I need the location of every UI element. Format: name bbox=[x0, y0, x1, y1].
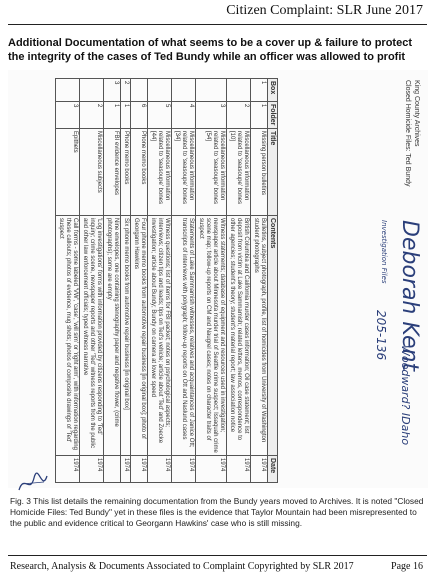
cell-date: 1974 bbox=[148, 456, 172, 483]
cell-box bbox=[148, 79, 172, 102]
cell-contents: Witness statements; database of equipment and resources used in investigation; newspaper article about Minnesota murder trial of Seattle crime suspect; Issaquah crime scene map; follow-up reports on CM and Naugrel cases; notes on character traits of suspect bbox=[196, 216, 227, 456]
cell-date: 1974 bbox=[251, 456, 268, 483]
cell-title: Miscellaneous information related to 'seasoupe' bones [54] bbox=[196, 129, 227, 216]
cell-contents: British Columbia and California murder cases information; Oil case statement; list deposit from victim at Lake Sammamish; related letters, memos, correspondence to other agencies; student's theory; student's material report; law association notice bbox=[227, 216, 251, 456]
figure-caption: Fig. 3 This list details the remaining documentation from the Bundy years moved to Archives. It is noted "Closed Homicide Files: Ted Bundy" yet in these files is the evidence that Taylor Mountain had been misrepresented to the public and evidence critical to Georgann Hawkins' case who is still missing. bbox=[10, 496, 424, 528]
cell-title: FBI evidence envelopes bbox=[104, 129, 121, 216]
page-header bbox=[0, 0, 435, 22]
rotated-archive-list bbox=[8, 70, 428, 488]
cell-date: 1974 bbox=[80, 456, 104, 483]
cell-date: 1974 bbox=[227, 456, 251, 483]
table-row bbox=[227, 79, 251, 483]
cell-contents: Nine envelopes, one containing stenography paper and negative flower, (crime photographs); some are empty bbox=[104, 216, 121, 456]
footer-left: Research, Analysis & Documents Associated to Complaint Copyrighted by SLR 2017 bbox=[10, 561, 354, 572]
cell-box: 2 bbox=[121, 79, 131, 102]
cell-box bbox=[196, 79, 227, 102]
cell-folder: 5 bbox=[148, 102, 172, 129]
scanned-document bbox=[8, 70, 428, 488]
cell-box bbox=[80, 79, 104, 102]
handwritten-note-2: Woodward? IDaho bbox=[399, 345, 412, 446]
cell-date: 1974 bbox=[121, 456, 131, 483]
cell-box: 3 bbox=[104, 79, 121, 102]
cell-date: 1974 bbox=[56, 456, 80, 483]
cell-title: Miscellaneous information related to 'seasoupe' bones [10] bbox=[227, 129, 251, 216]
cell-title: Epithets bbox=[56, 129, 80, 216]
page-header-title: Citizen Complaint: SLR June 2017 bbox=[226, 3, 423, 18]
handwritten-code: 205-136 bbox=[374, 310, 388, 361]
cell-box bbox=[227, 79, 251, 102]
cell-box bbox=[56, 79, 80, 102]
cell-date: 1974 bbox=[131, 456, 148, 483]
agency-line-1: King County Archives bbox=[413, 80, 420, 147]
col-contents: Contents bbox=[268, 216, 278, 456]
table-row bbox=[148, 79, 172, 483]
cell-box bbox=[131, 79, 148, 102]
cell-contents: Four phone memo books from automotive repair business [in original box]; photo of Georgann Hawkins bbox=[131, 216, 148, 456]
col-box: Box bbox=[268, 79, 278, 102]
cell-contents: Six phone memo books from automotive repair business [in original box] bbox=[121, 216, 131, 456]
cell-folder: 4 bbox=[172, 102, 196, 129]
cell-title: Miscellaneous information related to 'seasoupe' bones [34] bbox=[172, 129, 196, 216]
table-row bbox=[196, 79, 227, 483]
cell-title: Missing person bulletins bbox=[251, 129, 268, 216]
table-row bbox=[104, 79, 121, 483]
cell-folder: 2 bbox=[80, 102, 104, 129]
handwritten-note-1: Investigation Files bbox=[380, 220, 388, 284]
cell-date: 1974 bbox=[172, 456, 196, 483]
cell-box bbox=[172, 79, 196, 102]
cell-folder: 2 bbox=[227, 102, 251, 129]
cell-folder: 3 bbox=[56, 102, 80, 129]
cell-title: Phone memo books bbox=[131, 129, 148, 216]
table-row bbox=[80, 79, 104, 483]
cell-folder: 3 bbox=[196, 102, 227, 129]
cell-date bbox=[104, 456, 121, 483]
cell-title: Miscellaneous subjects bbox=[80, 129, 104, 216]
cell-contents: Call forms - some labeled 'VW', 'case', 'will sim' or 'right arm', with information regarding these callouts; photos of evidence, mug shots; photos of composite drawings of 'Ted' suspect bbox=[56, 216, 80, 456]
cell-contents: Bulletins, subject photograph, profile, list of homicides from University of Washington student photographs bbox=[251, 216, 268, 456]
cell-folder: 1 bbox=[251, 102, 268, 129]
cell-contents: Statements of Lake Sammamish witnesses, relatives and acquaintances of Janice Ott; transcripts of interviews with polygraph; follow-up reports on Ott and Naslund cases bbox=[172, 216, 196, 456]
col-folder: Folder bbox=[268, 102, 278, 129]
cell-date: 1974 bbox=[196, 456, 227, 483]
agency-line-2: Closed Homicide Files: Ted Bundy bbox=[404, 80, 411, 187]
header-rule bbox=[8, 24, 427, 25]
cell-contents: 'Log investigations' forms with information provided by citizens responding to 'Ted' inquiry; crime scene, newspaper reports and other 'Ted' witness reports from the public and other law enforcement officials; typed witness narrative bbox=[80, 216, 104, 456]
table-row bbox=[251, 79, 268, 483]
cell-folder: 1 bbox=[104, 102, 121, 129]
col-date: Date bbox=[268, 456, 278, 483]
handwritten-name: Deborah Kent bbox=[397, 220, 422, 372]
table-header-row bbox=[268, 79, 278, 483]
archive-table bbox=[55, 78, 278, 483]
headline: Additional Documentation of what seems to be a cover up & failure to protect the integrity of the cases of Ted Bundy while an officer was allowed to profit bbox=[8, 37, 412, 63]
signature-mark bbox=[16, 470, 50, 496]
col-title: Title bbox=[268, 129, 278, 216]
table-row bbox=[56, 79, 80, 483]
cell-box: 1 bbox=[251, 79, 268, 102]
cell-contents: Witness questions; list of items for FBI packet; notes on psychological aspects; interviews; citizen tips and leads; tips on Ted's vehicle; article about 'Ted' and Zoecke investigation; article about Bundy; Bundy on camera at lower speed bbox=[148, 216, 172, 456]
table-row bbox=[172, 79, 196, 483]
page-number: Page 16 bbox=[391, 561, 423, 572]
cell-folder: 1 bbox=[121, 102, 131, 129]
footer-rule bbox=[8, 555, 427, 556]
table-row bbox=[121, 79, 131, 483]
cell-title: Phone memo books bbox=[121, 129, 131, 216]
cell-title: Miscellaneous information related to 'seasoupe' bones [44] bbox=[148, 129, 172, 216]
cell-folder: 6 bbox=[131, 102, 148, 129]
table-row bbox=[131, 79, 148, 483]
